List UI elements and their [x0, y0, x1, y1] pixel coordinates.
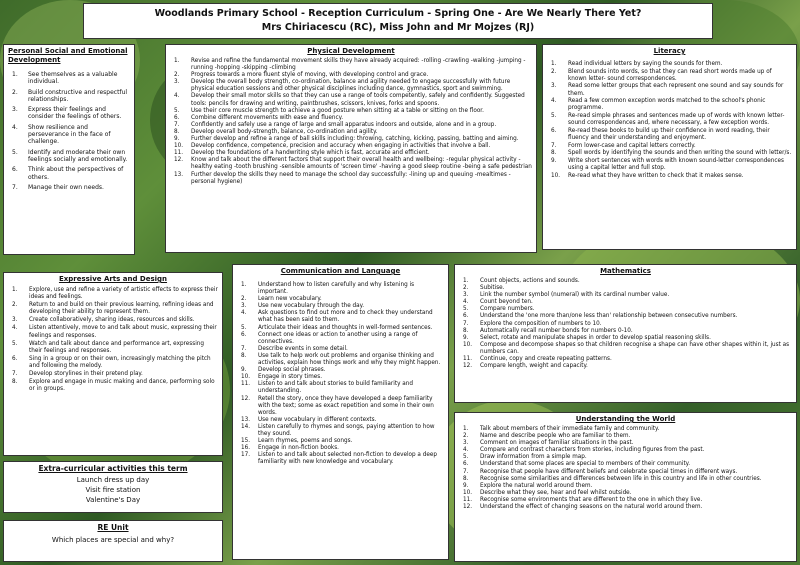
list-item: 11. Continue, copy and create repeating patterns. — [463, 356, 612, 363]
list-item: 11. Listen to and talk about stories to build familiarity and understanding. — [241, 381, 413, 395]
list-item: 2. Build constructive and respectful relationships. — [12, 88, 128, 103]
extra-item: Valentine's Day — [85, 496, 141, 504]
list-item: 10. Describe what they see, hear and feel whilst outside. — [463, 489, 632, 496]
list-item: 5. Articulate their ideas and thoughts in well-formed sentences. — [241, 324, 433, 331]
maths-list — [459, 278, 792, 370]
communication-language-panel — [232, 264, 449, 560]
list-item: 2. Subitise. — [463, 285, 505, 292]
list-item: 6. Understand that some places are special to members of their community. — [463, 461, 691, 468]
list-item: 13. Use new vocabulary in different contexts. — [241, 416, 377, 423]
list-item: 6. Connect one ideas or action to another using a range of connectives. — [241, 331, 418, 345]
list-item: 1. See themselves as a valuable individual. — [12, 71, 118, 86]
extra-curricular-panel — [3, 461, 223, 513]
mathematics-panel — [454, 264, 797, 403]
list-item: 1. Count objects, actions and sounds. — [463, 278, 580, 284]
list-item: 5. Use their core muscle strength to achieve a good posture when sitting at a table or sitting on the floor. — [174, 107, 484, 114]
list-item: 4. Ask questions to find out more and to check they understand what has been said to them. — [241, 310, 433, 324]
list-item: 16. Engage in non-fiction books. — [241, 445, 339, 452]
list-item: 7. Recognise that people have different beliefs and celebrate special times in different ways. — [463, 468, 738, 475]
list-item: 14. Listen carefully to rhymes and songs, paying attention to how they sound. — [241, 423, 435, 437]
list-item: 8. Use talk to help work out problems and organise thinking and activities, explain how things work and why they might happen. — [241, 352, 441, 367]
psed-panel — [3, 44, 135, 255]
ead-heading: Expressive Arts and Design — [58, 275, 168, 283]
list-item: 4. Listen attentively, move to and talk about music, expressing their feelings and responses. — [12, 325, 217, 339]
physical-list — [170, 58, 532, 186]
re-question: Which places are special and why? — [51, 536, 175, 544]
ead-list — [8, 287, 218, 393]
list-item: 4. Develop their small motor skills so that they can use a range of tools competently, safely and confidently. Suggested tools: pencils for drawing and writing, paintbrushes, scissors, knives, forks and spoons. — [174, 93, 525, 107]
list-item: 6. Combine different movements with ease and fluency. — [174, 114, 344, 121]
list-item: 5. Identify and moderate their own feelings socially and emotionally. — [12, 148, 128, 163]
list-item: 7. Describe events in some detail. — [241, 345, 348, 352]
list-item: 9. Write short sentences with words with known sound-letter correspondences using a capital letter and full stop. — [551, 157, 785, 172]
list-item: 5. Re-read simple phrases and sentences made up of words with known letter-sound correspondences and, where necessary, a few exception words. — [551, 113, 785, 127]
extra-item: Launch dress up day — [76, 476, 150, 484]
re-unit-panel — [3, 520, 223, 562]
list-item: 10. Re-read what they have written to check that it makes sense. — [551, 172, 744, 179]
list-item: 7. Explore the composition of numbers to 10. — [463, 320, 602, 327]
list-item: 3. Create collaboratively, sharing ideas, resources and skills. — [12, 317, 195, 324]
list-item: 9. Select, rotate and manipulate shapes in order to develop spatial reasoning skills. — [463, 334, 711, 341]
cl-heading: Communication and Language — [280, 267, 401, 275]
physical-heading: Physical Development — [307, 47, 395, 55]
list-item: 15. Learn rhymes, poems and songs. — [241, 438, 353, 445]
expressive-arts-panel — [3, 272, 223, 456]
list-item: 7. Manage their own needs. — [12, 183, 104, 191]
list-item: 7. Develop storylines in their pretend play. — [12, 371, 143, 378]
list-item: 2. Blend sounds into words, so that they can read short words made up of known letter- sound correspondences. — [551, 68, 772, 82]
list-item: 6. Sing in a group or on their own, increasingly matching the pitch and following the melody. — [12, 355, 211, 369]
list-item: 17. Listen to and talk about selected non-fiction to develop a deep familiarity with new knowledge and vocabulary. — [241, 452, 437, 466]
list-item: 11. Develop the foundations of a handwriting style which is fast, accurate and efficient. — [174, 150, 430, 157]
literacy-panel — [542, 44, 797, 250]
list-item: 6. Think about the perspectives of others. — [12, 166, 124, 181]
list-item: 9. Develop social phrases. — [241, 367, 326, 374]
list-item: 2. Learn new vocabulary. — [241, 296, 322, 303]
understanding-world-panel — [454, 412, 797, 562]
list-item: 7. Confidently and safely use a range of large and small apparatus indoors and outside, alone and in a group. — [174, 121, 497, 128]
list-item: 3. Read some letter groups that each represent one sound and say sounds for them. — [551, 83, 784, 97]
list-item: 8. Automatically recall number bonds for numbers 0-10. — [463, 327, 633, 334]
literacy-heading: Literacy — [653, 47, 686, 55]
list-item: 3. Comment on images of familiar situations in the past. — [463, 440, 634, 447]
list-item: 2. Return to and build on their previous learning, refining ideas and developing their ability to represent them. — [12, 302, 214, 316]
page-title-box — [83, 3, 713, 39]
list-item: 10. Engage in story times. — [241, 374, 323, 381]
list-item: 12. Know and talk about the different factors that support their overall health and wellbeing: -regular physical activity -healthy eating -tooth brushing -sensible amounts of 'screen time' -having a good sleep routine -being a safe pedestrian — [174, 157, 532, 171]
list-item: 1. Talk about members of their immediate family and community. — [463, 426, 660, 432]
literacy-list — [547, 61, 792, 180]
list-item: 9. Further develop and refine a range of ball skills including: throwing, catching, kicking, passing, batting and aiming. — [174, 136, 519, 143]
list-item: 1. Explore, use and refine a variety of artistic effects to express their ideas and feelings. — [12, 287, 218, 301]
list-item: 6. Re-read these books to build up their confidence in word reading, their fluency and their understanding and enjoyment. — [551, 127, 770, 141]
physical-development-panel — [165, 44, 537, 253]
psed-heading: Personal Social and Emotional Development — [8, 47, 128, 64]
list-item: 6. Understand the 'one more than/one less than' relationship between consecutive numbers. — [463, 313, 738, 320]
list-item: 8. Develop overall body-strength, balance, co-ordination and agility. — [174, 128, 378, 135]
list-item: 1. Understand how to listen carefully and why listening is important. — [241, 282, 415, 296]
utw-list — [459, 426, 792, 511]
list-item: 2. Name and describe people who are familiar to them. — [463, 433, 631, 440]
list-item: 3. Express their feelings and consider the feelings of others. — [12, 106, 122, 121]
list-item: 5. Draw information from a simple map. — [463, 454, 587, 461]
list-item: 8. Spell words by identifying the sounds and then writing the sound with letter/s. — [551, 150, 792, 157]
list-item: 5. Compare numbers. — [463, 306, 535, 313]
psed-list — [8, 71, 130, 191]
list-item: 3. Link the number symbol (numeral) with its cardinal number value. — [463, 292, 670, 299]
list-item: 1. Revise and refine the fundamental movement skills they have already acquired: -rolling -crawling -walking -jumping -running -hopping -skipping -climbing — [174, 58, 526, 72]
cl-list — [237, 282, 444, 466]
list-item: 8. Explore and engage in music making and dance, performing solo or in groups. — [12, 379, 215, 393]
maths-heading: Mathematics — [600, 267, 651, 275]
list-item: 7. Form lower-case and capital letters correctly. — [551, 142, 696, 149]
utw-heading: Understanding the World — [575, 415, 676, 423]
list-item: 4. Count beyond ten. — [463, 299, 533, 306]
list-item: 12. Retell the story, once they have developed a deep familiarity with the text; some as exact repetition and some in their own words. — [241, 395, 434, 416]
list-item: 10. Develop confidence, competence, precision and accuracy when engaging in activities that involve a ball. — [174, 143, 491, 150]
list-item: 8. Recognise some similarities and differences between life in this country and life in other countries. — [463, 475, 762, 482]
list-item: 13. Further develop the skills they need to manage the school day successfully: -lining up and queuing -mealtimes -personal hygiene) — [174, 171, 511, 185]
extra-item: Visit fire station — [85, 486, 141, 494]
list-item: 5. Watch and talk about dance and performance art, expressing their feelings and responses. — [12, 340, 204, 354]
list-item: 3. Use new vocabulary through the day. — [241, 303, 364, 310]
list-item: 10. Compose and decompose shapes so that children recognise a shape can have other shapes within it, just as numbers can. — [463, 341, 790, 355]
list-item: 3. Develop the overall body strength, co-ordination, balance and agility needed to engage successfully with future physical education sessions and other physical disciplines including dance, gymnastics, sport and swimming. — [174, 79, 511, 93]
extra-heading: Extra-curricular activities this term — [38, 464, 188, 473]
list-item: 1. Read individual letters by saying the sounds for them. — [551, 61, 723, 67]
teacher-names: Mrs Chiriacescu (RC), Miss John and Mr Mojzes (RJ) — [261, 22, 535, 33]
list-item: 9. Explore the natural world around them. — [463, 482, 593, 489]
list-item: 4. Read a few common exception words matched to the school's phonic programme. — [551, 98, 766, 112]
list-item: 2. Progress towards a more fluent style of moving, with developing control and grace. — [174, 72, 429, 79]
list-item: 11. Recognise some environments that are different to the one in which they live. — [463, 496, 703, 503]
list-item: 4. Show resilience and perseverance in the face of challenge. — [12, 123, 111, 146]
list-item: 12. Understand the effect of changing seasons on the natural world around them. — [463, 504, 703, 511]
list-item: 4. Compare and contrast characters from stories, including figures from the past. — [463, 447, 705, 454]
re-heading: RE Unit — [97, 523, 129, 532]
page-title: Woodlands Primary School - Reception Curriculum - Spring One - Are We Nearly There Yet? — [154, 8, 642, 19]
list-item: 12. Compare length, weight and capacity. — [463, 363, 588, 370]
